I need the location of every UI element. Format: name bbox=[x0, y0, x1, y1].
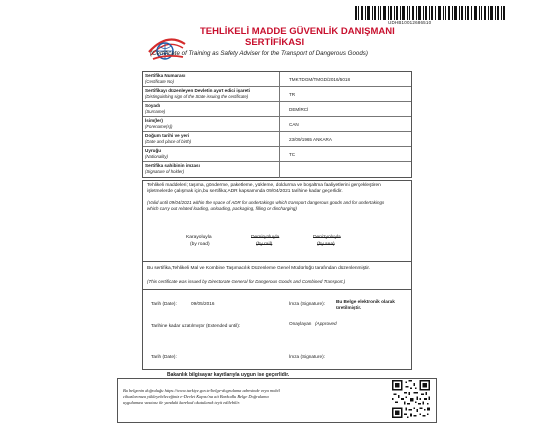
validity-text-en: which carry out related loading, unloading, packaging, filling or discharging) bbox=[147, 206, 297, 211]
table-row bbox=[143, 132, 411, 147]
field-label: Doğum tarihi ve yeri bbox=[145, 133, 190, 138]
electronic-note: üretilmiştir. bbox=[336, 305, 362, 310]
field-label: Sertifika sahibinin imzası bbox=[145, 163, 200, 168]
field-label: Soyadı bbox=[145, 103, 161, 108]
certificate-fields-table bbox=[142, 71, 412, 178]
extended-label: Tarihine kadar uzatılmıştır (Extended until): bbox=[151, 323, 241, 328]
mode-road-en: (by road) bbox=[190, 242, 210, 247]
field-label: İsim(ler) bbox=[145, 118, 163, 123]
birth-value: 23/09/1965 ANKARA bbox=[289, 137, 332, 142]
field-label: Sertifika Numarası bbox=[145, 73, 186, 78]
barcode-number: UDHB10012686510 bbox=[388, 20, 432, 25]
title-line2: SERTİFİKASI bbox=[245, 37, 305, 48]
field-label: Sertifikayı düzenleyen Devletin ayırt edici işareti bbox=[145, 88, 250, 93]
validity-section bbox=[142, 180, 412, 262]
table-row bbox=[143, 72, 411, 87]
table-row bbox=[143, 147, 411, 162]
verification-text: uygulaması vasıtası ile yandaki karekod okutularak teyit edilebilir. bbox=[123, 400, 240, 405]
issuer-text-en: (This certificate was issued by Directorate General for Dangerous Goods and Combined Transport.) bbox=[147, 279, 346, 284]
signature2-label: İmza (Signature): bbox=[289, 354, 325, 359]
validity-text-tr: işletmelerde çalışmak için,bu sertifika;ADR kapsamında 09/04/2021 tarihine kadar geçerlidir. bbox=[147, 189, 343, 194]
signature-section bbox=[142, 290, 412, 370]
electronic-note: Bu Belge elektronik olarak bbox=[336, 299, 395, 304]
field-label-en: (Distinguishing sign of the State issuing the certificate) bbox=[145, 93, 249, 99]
verification-section bbox=[117, 378, 437, 423]
table-row bbox=[143, 117, 411, 132]
signature-label: İmza (Signature): bbox=[289, 301, 325, 306]
mode-rail: Demiryoluyla bbox=[251, 235, 280, 240]
field-label-en: (Forename(s)) bbox=[145, 123, 173, 129]
mode-rail-en: (by rail) bbox=[256, 242, 273, 247]
state-sign-value: TR bbox=[289, 92, 296, 97]
approved-label-en: (Approved bbox=[315, 321, 337, 326]
nationality-value: TC bbox=[289, 152, 296, 157]
table-row bbox=[143, 87, 411, 102]
table-row bbox=[143, 162, 411, 178]
issuer-text-tr: Bu sertifika,Tehlikeli Mal ve Kombine Taşımacılık Düzenleme Genel Müdürlüğü tarafından düzenlenmiştir. bbox=[147, 266, 371, 271]
surname-value: DEMİRCİ bbox=[289, 107, 309, 112]
subtitle: (Certificate of Training as Safety Adviser for the Transport of Dangerous Goods) bbox=[150, 50, 368, 57]
table-row bbox=[143, 102, 411, 117]
field-label-en: (Certificate No) bbox=[145, 78, 174, 84]
ministry-logo-icon bbox=[145, 30, 189, 62]
verification-text: Bu belgenin doğruluğu https://www.turkiye.gov.tr/belge-dogrulama adresinde veya mobil bbox=[123, 388, 280, 393]
date-label: Tarih (Date): bbox=[151, 301, 177, 306]
qr-code-icon[interactable] bbox=[392, 380, 430, 418]
certificate-number-value: TMKTDGM/TMGD/2016/5018 bbox=[289, 77, 351, 82]
approved-label: Onaylayan bbox=[289, 321, 312, 326]
verification-text: cihazlarınıza yükleyebileceğiniz e-Devlet Kapısı'na ait Barkodlu Belge Doğrulama bbox=[123, 394, 269, 399]
mode-sea-en: (by sea) bbox=[317, 242, 335, 247]
date2-label: Tarih (Date): bbox=[151, 354, 177, 359]
validity-text-tr: Tehlikeli maddeleri; taşıma, gönderme, paketleme, yükleme, doldurma ve boşaltma faaliyetlerini gerçekleştiren bbox=[147, 183, 381, 188]
issuer-section bbox=[142, 262, 412, 290]
field-label: Uyruğu bbox=[145, 148, 162, 153]
field-label-en: (Signature of holder) bbox=[145, 168, 185, 174]
field-label-en: (Surname) bbox=[145, 108, 166, 114]
validity-text-en: (Valid until 09/04/2021 within the space of ADR for undertakings which transport dangerous goods and for undertakings bbox=[147, 200, 385, 205]
validity-footer-note: Bakanlık bilgisayar kayıtlarıyla uygun ise geçerlidir. bbox=[167, 372, 290, 378]
forename-value: CAN bbox=[289, 122, 299, 127]
mode-road: Karayoluyla bbox=[186, 235, 212, 240]
mode-sea: Denizyoluyla bbox=[313, 235, 341, 240]
title-line1: TEHLİKELİ MADDE GÜVENLİK DANIŞMANI bbox=[200, 26, 395, 37]
date-value: 09/05/2016 bbox=[191, 301, 215, 306]
field-label-en: (Date and place of birth) bbox=[145, 138, 192, 144]
barcode-icon bbox=[355, 6, 505, 20]
field-label-en: (Nationality) bbox=[145, 153, 168, 159]
